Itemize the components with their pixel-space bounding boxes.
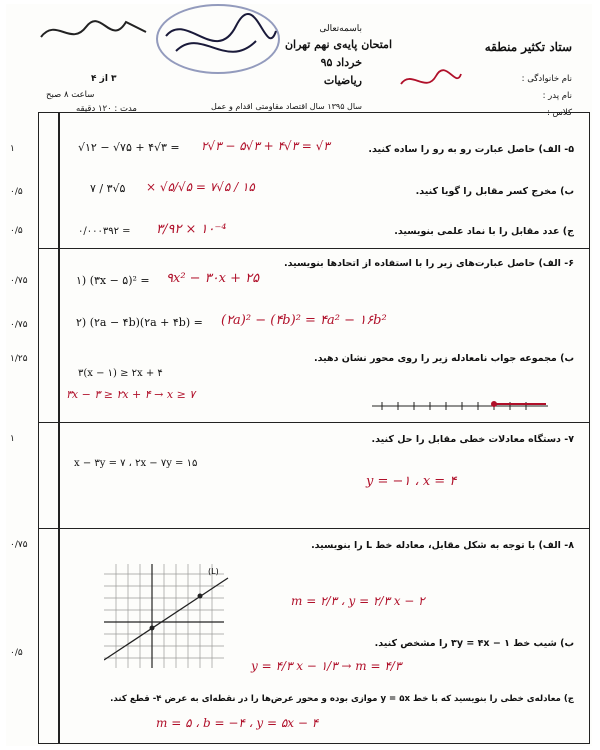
number-line (368, 396, 552, 422)
exam-page (6, 4, 592, 746)
row-divider (38, 422, 590, 423)
handwritten-answer: ۹x² − ۳۰x + ۲۵ (166, 271, 260, 286)
bismillah: باسمه‌تعالی (319, 24, 362, 34)
question-label: ۶- الف) حاصل عبارت‌های زیر را با استفاده از اتحادها بنویسید. (284, 258, 574, 269)
score: ۰/۷۵ (10, 540, 28, 550)
signature-left (36, 12, 156, 52)
question-label: ۸- الف) با توجه به شکل مقابل، معادله خط L را بنویسید. (311, 540, 574, 551)
printed-expression: √۱۲ − √۷۵ + ۴√۳ = (78, 141, 180, 154)
handwritten-answer: y = −۱ ، x = ۴ (366, 474, 457, 489)
handwritten-answer: ۲√۳ − ۵√۳ + ۴√۳ = √۳ (201, 139, 330, 153)
coordinate-grid (104, 564, 234, 674)
father-label: نام پدر : (542, 91, 572, 101)
printed-expression: ۳(x − ۱) ≥ ۲x + ۴ (78, 368, 163, 379)
printed-expression: ۲) (۲a − ۴b)(۲a + ۴b) = (76, 316, 203, 329)
printed-expression: ۰/۰۰۰۳۹۲ = (78, 226, 131, 237)
question-label: ب) شیب خط ۳y = ۴x − ۱ را مشخص کنید. (374, 638, 574, 649)
exam-title: امتحان پایه‌ی نهم تهران (284, 38, 392, 51)
handwritten-answer: m = ۵ ، b = −۴ ، y = ۵x − ۴ (156, 716, 319, 730)
question-label: ۷- دستگاه معادلات خطی مقابل را حل کنید. (371, 434, 574, 445)
score: ۱ (10, 434, 15, 444)
score: ۱ (10, 144, 15, 154)
score: ۱/۲۵ (10, 354, 28, 364)
class-label: کلاس : (546, 108, 572, 118)
org-name: ستاد تکثیر منطقه (484, 40, 572, 54)
exam-month: خرداد ۹۵ (320, 56, 362, 69)
question-label: ب) مجموعه جواب نامعادله زیر را روی محور نشان دهید. (314, 353, 574, 364)
score: ۰/۵ (10, 187, 23, 197)
exam-subject: ریاضیات (323, 74, 362, 87)
score: ۰/۷۵ (10, 320, 28, 330)
handwritten-answer: ۳x − ۳ ≥ ۲x + ۴ → x ≥ ۷ (66, 388, 196, 401)
score: ۰/۵ (10, 648, 23, 658)
exam-date-time: ساعت ۸ صبح (46, 90, 95, 100)
score-column-divider (58, 112, 60, 744)
printed-expression: ۱) (۳x − ۵)² = (76, 274, 150, 287)
handwritten-answer: y = ۴/۳ x − ۱/۳ → m = ۴/۳ (251, 659, 402, 673)
score: ۰/۵ (10, 226, 23, 236)
question-label: ۵- الف) حاصل عبارت رو به رو را ساده کنید. (368, 144, 574, 155)
printed-expression: x − ۳y = ۷ ، ۲x − ۷y = ۱۵ (74, 458, 198, 469)
question-label: ب) مخرج کسر مقابل را گویا کنید. (415, 186, 574, 197)
handwritten-answer: m = ۲/۳ ، y = ۲/۳ x − ۲ (291, 594, 425, 608)
stamp-scribble (156, 6, 286, 76)
line-l-label: (L) (208, 567, 219, 576)
handwritten-answer: × √۵/√۵ = ۷√۵ / ۱۵ (146, 180, 255, 194)
printed-expression: ۷ / ۳√۵ (90, 182, 126, 195)
page-info: ۳ از ۴ (91, 74, 117, 84)
row-divider (38, 528, 590, 529)
signature-right (396, 64, 466, 99)
handwritten-answer: (۲a)² − (۴b)² = ۴a² − ۱۶b² (221, 313, 387, 328)
name-label: نام خانوادگی : (521, 74, 572, 84)
handwritten-answer: ۳/۹۲ × ۱۰⁻⁴ (156, 222, 227, 237)
row-divider (38, 248, 590, 249)
question-label: ج) معادله‌ی خطی را بنویسید که با خط y = ۵x موازی بوده و محور عرض‌ها را در نقطه‌ای به عرض ۴- قطع کند. (110, 694, 574, 704)
question-label: ج) عدد مقابل را با نماد علمی بنویسید. (394, 226, 574, 237)
score: ۰/۷۵ (10, 276, 28, 286)
exam-duration: مدت : ۱۲۰ دقیقه (76, 104, 137, 114)
year-note: سال ۱۳۹۵ سال اقتصاد مقاومتی اقدام و عمل (210, 102, 362, 111)
